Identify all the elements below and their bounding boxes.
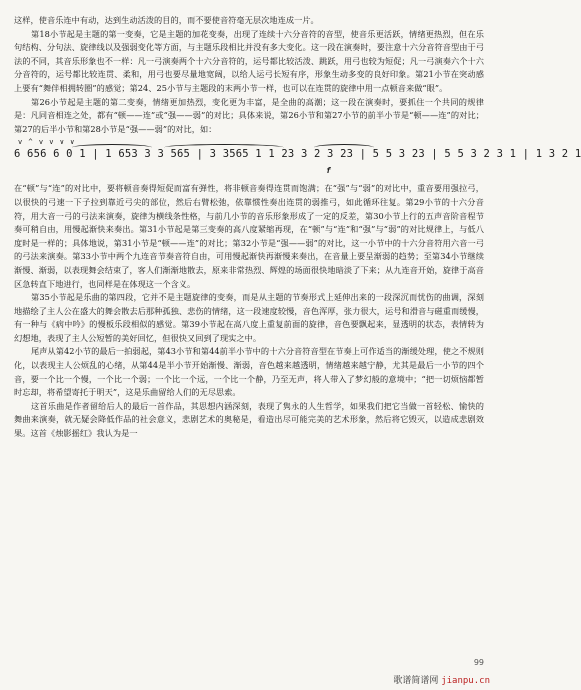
paragraph-intro: 这样，使音乐连中有动，达到生动活泼的目的，而不要使音符毫无层次地连成一片。	[14, 15, 319, 25]
paragraph-section-four: 第35小节起是乐曲的第四段，它并不是主题旋律的变奏，而是从主题的节奏形式上延伸出来的一段深沉而忧伤的曲调，深刻地描绘了主人公在盛大的舞会散去后那种孤独、悲伤的情绪，这一段速度较慢，音色浑厚，张力很大，运号和滑音与磁重而缓慢，有一种与《病中吟》的慢板乐段相似的感觉。第39小节起在高八度上重复前面的旋律，音色要飘起来，显透明的状态，表情转为幻想地，表现了主人公短暂的美好回忆，但很快又回到了现实之中。	[14, 292, 484, 343]
numbered-score-excerpt	[14, 138, 581, 180]
dynamic-marking: f	[326, 166, 331, 176]
page-number: 99	[473, 658, 484, 667]
paragraph-variation-one: 第18小节起是主题的第一变奏，它是主题的加花变奏，出现了连续十六分音符的音型，使音乐更活跃，情绪更热烈，但在乐句结构、分句法、旋律线以及强弱变化等方面，与主题乐段相比并没有多大变化。这一段在演奏时，要注意十六分音符音型由于弓法的不同，其音乐形象也不一样：凡一弓演奏两个十六分音符的，运号都比较活泼、跳跃，用弓也较为短促；凡一弓演奏六个十六分音符的，运号都比较连贯、柔和，用弓也要尽量地宽阔，以给人运弓长短有序，形象生动多变的良好印象。第21小节在突动感上要有“舞伴相拥转圈”的感觉；第24、25小节与主题段的末两小节一样，也可以在连贯的旋律中用一点顿音来做“眼”。	[14, 28, 484, 93]
watermark-url: jianpu.cn	[441, 676, 490, 686]
watermark-text: 歌谱简谱网	[393, 676, 439, 686]
paragraph-coda: 尾声从第42小节的最后一拍弱起，第43小节和第44前半小节中的十六分音符音型在节奏上可作适当的渐缓处理，使之不规则化，以表现主人公烦乱的心绪，从第44是半小节开始渐慢、渐弱，音色越来越透明，情绪越来越宁静，尤其是最后一小节的四个音，要一个比一个慢，一个比一个弱；一个比一个远，一个比一个静，乃至无声，将人带入了梦幻般的意境中；“把一切烦恼都暂时忘却，将希望寄托于明天”，这是乐曲留给人们的无尽思索。	[14, 346, 484, 398]
paragraph-conclusion: 这首乐曲是作者留给后人的最后一首作品，其思想内涵深刻，表现了隽永的人生哲学，如果我们把它当做一首轻松、愉快的舞曲来演奏，就无疑会降低作品的社会意义，悲剧艺术的奥秘是，看造出尽可能完美的艺术形象，然后将它毁灭，以造成悲剧效果。这首《烛影摇红》我认为是一	[14, 400, 484, 439]
paragraph-contrast: 在“顿”与“连”的对比中，要将顿音奏得短促而富有弹性，将非顿音奏得连贯而饱满；在“强”与“弱”的对比中，重音要用强拉弓，以很快的弓速一下子拉到靠近弓尖的部位，然后右臂松弛，依靠惯性奏出连贯的弱推弓，如此循环往复。第29小节的十六分音符，用大音一弓的弓法来演奏，旋律为横线条性格，与前几小节的音乐形象形成了一定的反差，第30小节上行的五声音阶音程节奏可稍自由，用慢起渐快来奏出。第31小节起是第三变奏的高八度紧缩再现，在“顿”与“连”和“强”与“弱”的对比规律上，与低八度时是一样的；具体地说，第31小节是“顿——连”的对比；第32小节是“强——弱”的对比，这一小节中的十六分音符用六音一弓的弓法来演奏。第33小节中两个九连音节奏音符自由，可用慢起渐快再渐慢来奏出，在音量上要呈渐弱的趋势；至第34小节继续渐慢、渐弱，以表现舞会结束了，客人们渐渐地散去，原来非常热烈、辉煌的场面很快地暗淡了下来；从九连音开始，旋律于高音区急转直下地进行，也同样是在体现这一个含义。	[14, 183, 484, 289]
articulation-marks: v ^ v v ∨ ∨	[18, 138, 76, 147]
score-notes: 6 656 6 0 1 | 1 653 3 3 565 | 3 3565 1 1 23 3 2 3 23 | 5 5 3 23 | 5 5 3 2 3 1 | 1 3 2 1	[14, 148, 581, 161]
site-watermark	[393, 673, 490, 686]
paragraph-variation-two: 第26小节起是主题的第二变奏，情绪更加热烈，变化更为丰富，是全曲的高潮；这一段在演奏时，要抓住一个共同的规律是：凡同音相连之处，都有“顿——连”或“强——弱”的对比；具体来说，第26小节和第27小节的前半小节是“顿——连”的对比；第27的后半小节和第28小节是“强——弱”的对比，如：	[14, 96, 484, 134]
book-page	[14, 14, 581, 441]
